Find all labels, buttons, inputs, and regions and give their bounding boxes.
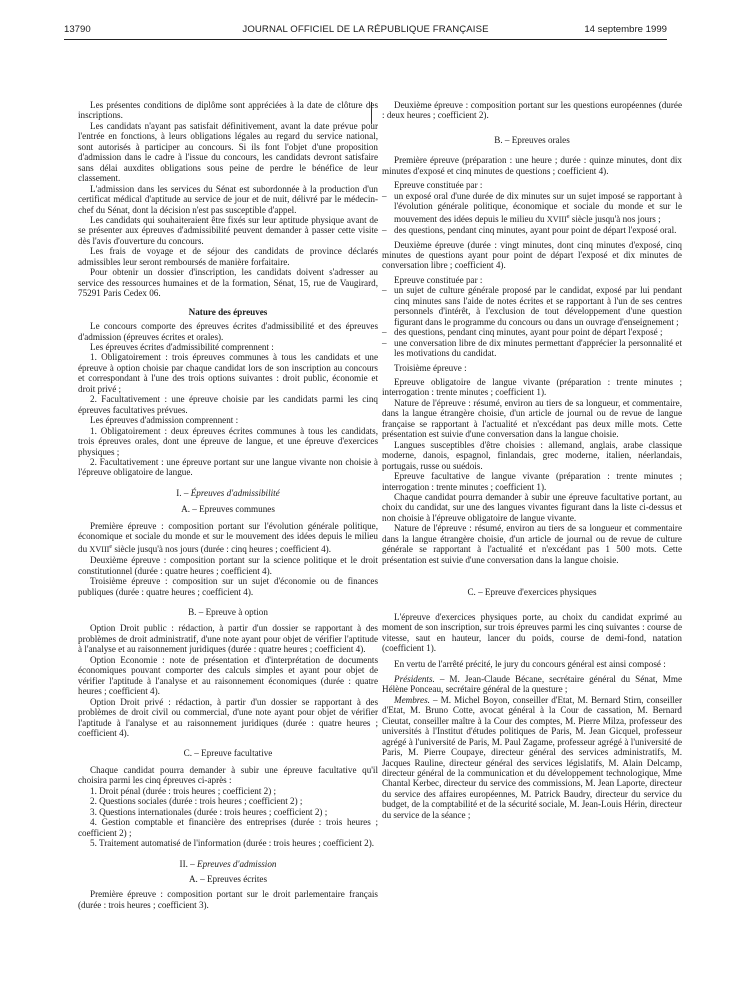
paragraph: Epreuve facultative de langue vivante (préparation : trente minutes ; interrogation : trente minutes ; coefficient 1). [382,471,682,492]
paragraph: Les épreuves d'admission comprennent : [90,415,239,426]
paragraph: Les candidats qui souhaiteraient être fixés sur leur aptitude physique avant de se présenter aux épreuves d'admissibilité peuvent demander à passer cette visite dès l'avis d'ouverture du concours. [78,214,378,246]
paragraph: Les candidats n'ayant pas satisfait définitivement, avant la date prévue pour l'entrée en fonctions, à leurs obligations légales au regard du service national, sont autorisés à participer au concours. Si ils font l'objet d'une proposition d'admission dans le cadre à l'issue du concours, les candidats devront satisfaire sans délai auxdites obligations sous peine de perdre le bénéfice de leur classement. [78,120,378,184]
jury-label: Présidents. [394,673,435,684]
paragraph: Le concours comporte des épreuves écrites d'admissibilité et des épreuves d'admission (épreuves écrites et orales). [78,321,378,342]
subsection-heading: B. – Epreuve à option [188,606,268,617]
text-run: siècle jusqu'à nos jours (durée : cinq heures ; coefficient 4). [112,543,331,554]
paragraph: Option Economie : note de présentation et d'interprétation de documents économiques pouvant comporter des calculs simples et ayant pour objet de vérifier l'aptitude à l'analyse et au raisonnement économiques (durée : quatre heures ; coefficient 4). [78,654,378,697]
section-heading [78,488,378,498]
paragraph: Epreuve constituée par : [394,274,483,285]
text-run: un exposé oral d'une durée de dix minutes sur un sujet imposé se rapportant à l'évolution générale politique, économique et sociale du monde et sur le mouvement des idées depuis le milieu du [394,190,682,224]
paragraph: Les présentes conditions de diplôme sont appréciées à la date de clôture des inscriptions. [78,100,378,121]
paragraph: Chaque candidat pourra demander à subir une épreuve facultative portant, au choix du candidat, sur une des langues vivantes figurant dans la liste ci-dessus et non choisie à l'épreuve obligatoire de langue vivante. [382,492,682,523]
paragraph: 1. Obligatoirement : trois épreuves communes à tous les candidats et une épreuve à option choisie par chaque candidat lors de son inscription au concours et correspondant à l'une des trois options suivantes : droit public, économie et droit privé ; [78,352,378,394]
text-run: XVIII [546,214,567,224]
left-column [78,100,378,910]
paragraph: Chaque candidat pourra demander à subir une épreuve facultative qu'il choisira parmi les cinq épreuves ci-après : [78,764,378,786]
paragraph: Nature de l'épreuve : résumé, environ au tiers de sa longueur, et commentaire, dans la langue étrangère choisie, d'un article de journal ou de revue de langue française se rapportant à l'actualité et n'excédant pas deux mille mots. Cette présentation est suivie d'une conversation dans la langue choisie. [382,397,682,440]
list-item: – des questions, pendant cinq minutes, ayant pour point de départ l'exposé ; [382,327,682,337]
list-item: – une conversation libre de dix minutes permettant d'apprécier la personnalité et les motivations du candidat. [382,338,682,359]
paragraph [382,695,682,820]
paragraph: Option Droit public : rédaction, à partir d'un dossier se rapportant à des problèmes de droit administratif, d'une note ayant pour objet de vérifier l'aptitude à l'analyse et au raisonnement juridiques (durée : quatre heures ; coefficient 4). [78,623,378,655]
paragraph: L'admission dans les services du Sénat est subordonnée à la production d'un certificat médical d'aptitude au service de jour et de nuit, délivré par le médecin-chef du Sénat, dont la décision n'est pas susceptible d'appel. [78,183,378,215]
list-item: 4. Gestion comptable et financière des entreprises (durée : trois heures ; coefficient 2) ; [78,817,378,838]
list-item [382,191,682,225]
subsection-heading: C. – Epreuve d'exercices physiques [467,587,597,598]
list-item: – des questions, pendant cinq minutes, ayant pour point de départ l'exposé oral. [382,225,682,235]
text-run: e [109,543,113,550]
paragraph [382,674,682,695]
text-run: – M. Jean-Claude Bécane, secrétaire général du Sénat, Mme Hélène Ponceau, secrétaire général de la questure ; [382,673,682,695]
text-run: e [566,213,570,220]
paragraph: Troisième épreuve : [394,362,467,373]
list [382,285,682,358]
text-run: siècle jusqu'à nos jours ; [569,213,661,224]
heading-number: II. – [179,858,195,869]
paragraph: Nature de l'épreuve : résumé, environ au tiers de sa longueur et commentaire dans la langue étrangère choisie, d'un article de journal ou de revue de culture générale se rapportant à l'actualité et n'excédant pas 1 500 mots. Cette présentation est suivie d'une conversation dans la langue choisie. [382,523,682,565]
paragraph: 2. Facultativement : une épreuve choisie par les candidats parmi les cinq épreuves facultatives prévues. [78,394,378,415]
text-run: – M. Michel Boyon, conseiller d'Etat, M. Bernard Stirn, conseiller d'Etat, M. Bruno Cotte, avocat général à la Cour de cassation, M. Bernard Cieutat, conseiller maître à la Cour des comptes, M. Pierre Milza, professeur des universités à l'Institut d'études politiques de Paris, M. Jean Gicquel, professeur agrégé à l'université de Paris, M. Paul Zagame, professeur agrégé à l'université de Paris, M. Pierre Coupaye, directeur général des services administratifs, M. Jacques Rauline, directeur général des services législatifs, M. Alain Delcamp, directeur général de la communication et du développement technologique, Mme Chantal Kerbec, directeur du service des commissions, M. Jean Laporte, directeur du service des affaires européennes, M. Patrick Baudry, directeur du service du budget, de la comptabilité et de la sécurité sociale, M. Jean-Louis Hérin, directeur du service de la séance ; [382,694,682,820]
list-item: 2. Questions sociales (durée : trois heures ; coefficient 2) ; [90,796,303,807]
paragraph: Deuxième épreuve : composition portant sur les questions européennes (durée : deux heures ; coefficient 2). [382,100,682,121]
heading-text: Epreuves d'admission [197,858,277,869]
list-item: 1. Droit pénal (durée : trois heures ; coefficient 2) ; [90,785,277,796]
list-item: 5. Traitement automatisé de l'information (durée : trois heures ; coefficient 2). [90,838,375,849]
paragraph: Epreuve constituée par : [394,180,483,191]
text-run: XVIII [89,544,110,554]
paragraph: L'épreuve d'exercices physiques porte, au choix du candidat exprimé au moment de son inscription, sur trois épreuves parmi les cinq suivantes : course de vitesse, saut en hauteur, lancer du poids, course de demi-fond, natation (coefficient 1). [382,611,682,653]
journal-title: JOURNAL OFFICIEL DE LA RÉPUBLIQUE FRANÇAISE [242,24,489,35]
page-number: 13790 [64,24,91,35]
paragraph [78,521,378,555]
paragraph: Pour obtenir un dossier d'inscription, les candidats doivent s'adresser au service des ressources humaines et de la formation, Sénat, 15, rue de Vaugirard, 75291 Paris Cedex 06. [78,267,378,299]
subsection-heading: C. – Epreuve facultative [183,748,273,759]
list-item: 3. Questions internationales (durée : trois heures ; coefficient 2) ; [90,806,328,817]
paragraph: Epreuve obligatoire de langue vivante (préparation : trente minutes ; interrogation : trente minutes ; coefficient 1). [382,377,682,398]
list [382,191,682,236]
paragraph: Première épreuve (préparation : une heure ; durée : quinze minutes, dont dix minutes d'exposé et cinq minutes de questions ; coefficient 4). [382,155,682,176]
paragraph: Les épreuves écrites d'admissibilité comprennent : [90,341,274,352]
page-header [64,24,667,38]
heading-text: Épreuves d'admissibilité [190,487,280,498]
subsection-heading: B. – Epreuves orales [494,134,570,145]
paragraph: Troisième épreuve : composition sur un sujet d'économie ou de finances publiques (durée : quatre heures ; coefficient 4). [78,576,378,597]
heading-number: I. – [176,487,189,498]
paragraph: Les frais de voyage et de séjour des candidats de province déclarés admissibles leur seront remboursés de manière forfaitaire. [78,246,378,267]
paragraph: 1. Obligatoirement : deux épreuves écrites communes à tous les candidats, trois épreuves orales, dont une épreuve de langue, et une épreuve d'exercices physiques ; [78,425,378,457]
paragraph: Langues susceptibles d'être choisies : allemand, anglais, arabe classique moderne, danois, espagnol, finlandais, grec moderne, italien, néerlandais, portugais, russe ou suédois. [382,439,682,471]
issue-date: 14 septembre 1999 [584,24,667,35]
subsection-heading: A. – Epreuves écrites [188,873,268,884]
paragraph: En vertu de l'arrêté précité, le jury du concours général est ainsi composé : [394,659,666,670]
list-item: – un sujet de culture générale proposé par le candidat, exposé par lui pendant cinq minutes sans l'aide de notes écrites et se rapportant à l'un de ses centres personnels d'intérêt, à l'exclusion de tout développement d'une question figurant dans le programme du concours ou dans un ouvrage d'enseignement ; [382,285,682,327]
paragraph: Deuxième épreuve (durée : vingt minutes, dont cinq minutes d'exposé, cinq minutes de questions ayant pour point de départ l'exposé et dix minutes de conversation libre ; coefficient 4). [382,239,682,271]
text-run: Première épreuve : composition portant sur l'évolution générale politique, économique et sociale du monde et sur le mouvement des idées depuis le milieu du [78,520,378,554]
paragraph: 2. Facultativement : une épreuve portant sur une langue vivante non choisie à l'épreuve obligatoire de langue. [78,456,378,478]
right-column [382,100,682,820]
paragraph: Option Droit privé : rédaction, à partir d'un dossier se rapportant à des problèmes de droit civil ou commercial, d'une note ayant pour objet de vérifier l'aptitude à l'analyse et au raisonnement juridiques (durée : quatre heures ; coefficient 4). [78,696,378,738]
jury-label: Membres. [394,694,430,705]
header-rule [64,39,667,40]
section-heading [78,859,378,869]
paragraph: Première épreuve : composition portant sur le droit parlementaire français (durée : trois heures ; coefficient 3). [78,889,378,910]
section-heading: Nature des épreuves [188,306,268,317]
paragraph: Deuxième épreuve : composition portant sur la science politique et le droit constitutionnel (durée : quatre heures ; coefficient 4). [78,555,378,576]
subsection-heading: A. – Epreuves communes [181,504,275,515]
